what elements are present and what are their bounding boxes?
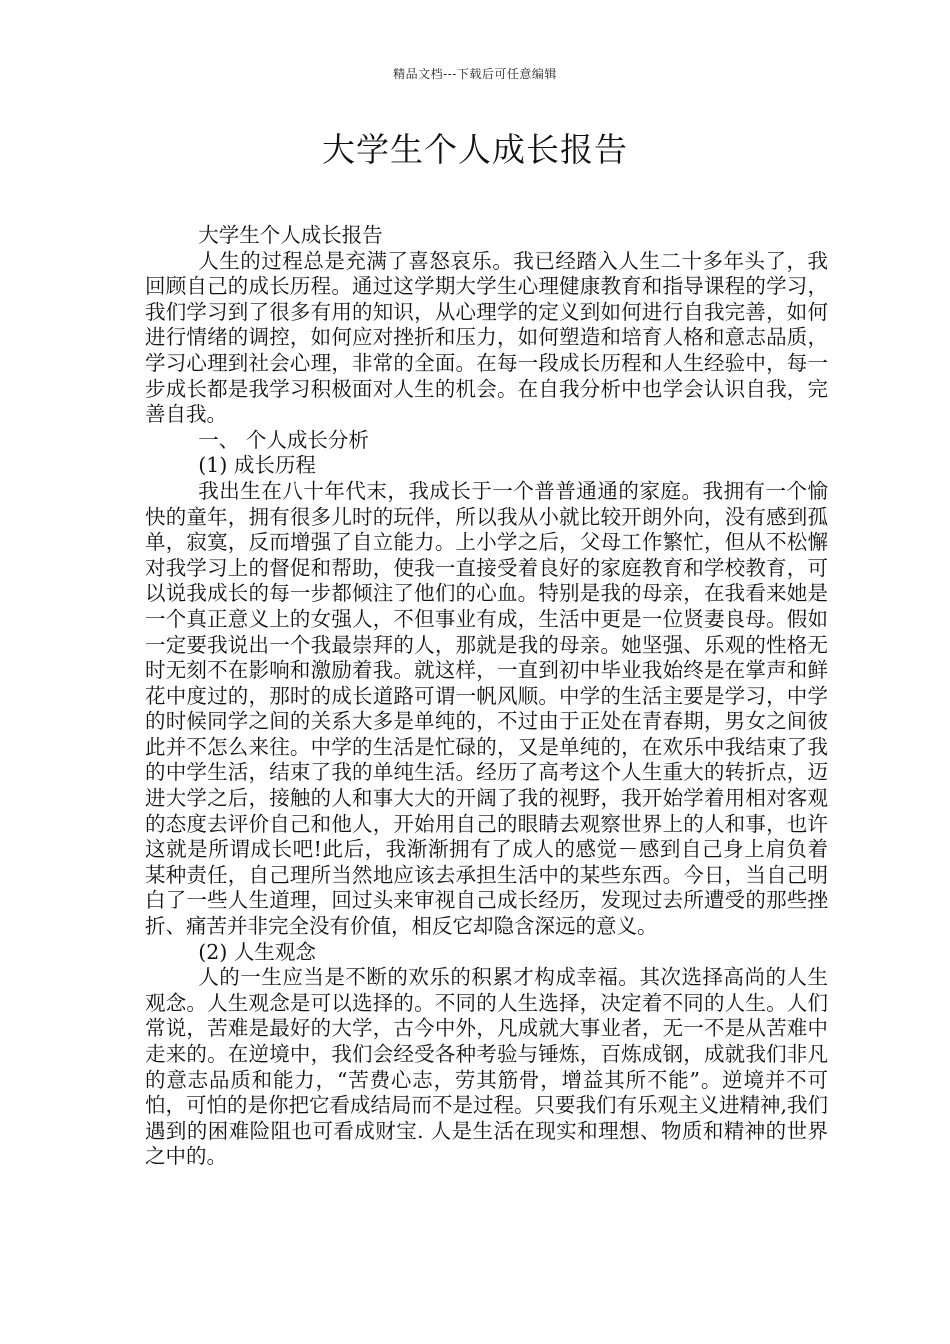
- subsection-heading-growth-history: (1) 成长历程: [198, 453, 316, 478]
- section-heading-personal-growth: 一、 个人成长分析: [198, 427, 369, 452]
- intro-paragraph: 人生的过程总是充满了喜怒哀乐。我已经踏入人生二十多年头了，我回顾自己的成长历程。通过这学期大学生心理健康教育和指导课程的学习，我们学习到了很多有用的知识，从心理学的定义到如何进行自我完善，如何进行情绪的调控，如何应对挫折和压力，如何塑造和培育人格和意志品质，学习心理到社会心理，非常的全面。在每一段成长历程和人生经验中，每一步成长都是我学习积极面对人生的机会。在自我分析中也学会认识自我，完善自我。: [145, 248, 828, 427]
- life-outlook-paragraph: 人的一生应当是不断的欢乐的积累才构成幸福。其次选择高尚的人生观念。人生观念是可以选择的。不同的人生选择，决定着不同的人生。人们常说，苦难是最好的大学，古今中外，凡成就大事业者，无一不是从苦难中走来的。在逆境中，我们会经受各种考验与锤炼，百炼成钢，成就我们非凡的意志品质和能力，“苦费心志，劳其筋骨，增益其所不能”。逆境并不可怕，可怕的是你把它看成结局而不是过程。只要我们有乐观主义进精神,我们遇到的困难险阻也可看成财宝. 人是生活在现实和理想、物质和精神的世界之中的。: [145, 965, 829, 1169]
- subtitle-line: 大学生个人成长报告: [198, 223, 383, 247]
- document-header-note: 精品文档---下载后可任意编辑: [393, 67, 557, 81]
- growth-history-paragraph: 我出生在八十年代末，我成长于一个普普通通的家庭。我拥有一个愉快的童年，拥有很多儿时的玩伴，所以我从小就比较开朗外向，没有感到孤单，寂寞，反而增强了自立能力。上小学之后，父母工作繁忙，但从不松懈对我学习上的督促和帮助，使我一直接受着良好的家庭教育和学校教育，可以说我成长的每一步都倾注了他们的心血。特别是我的母亲，在我看来她是一个真正意义上的女强人，不但事业有成，生活中更是一位贤妻良母。假如一定要我说出一个我最崇拜的人，那就是我的母亲。她坚强、乐观的性格无时无刻不在影响和激励着我。就这样，一直到初中毕业我始终是在掌声和鲜花中度过的，那时的成长道路可谓一帆风顺。中学的生活主要是学习，中学的时候同学之间的关系大多是单纯的，不过由于正处在青春期，男女之间彼此并不怎么来往。中学的生活是忙碌的，又是单纯的，在欢乐中我结束了我的中学生活，结束了我的单纯生活。经历了高考这个人生重大的转折点，迈进大学之后，接触的人和事大大的开阔了我的视野，我开始学着用相对客观的态度去评价自己和他人，开始用自己的眼睛去观察世界上的人和事，也许这就是所谓成长吧!此后，我渐渐拥有了成人的感觉－感到自己身上肩负着某种责任，自己理所当然地应该去承担生活中的某些东西。今日，当自己明白了一些人生道理，回过头来审视自己成长经历，发现过去所遭受的那些挫折、痛苦并非完全没有价值，相反它却隐含深远的意义。: [145, 478, 828, 939]
- document-title: 大学生个人成长报告: [322, 130, 628, 169]
- document-body: [145, 223, 828, 1170]
- subsection-heading-life-outlook: (2) 人生观念: [198, 939, 316, 964]
